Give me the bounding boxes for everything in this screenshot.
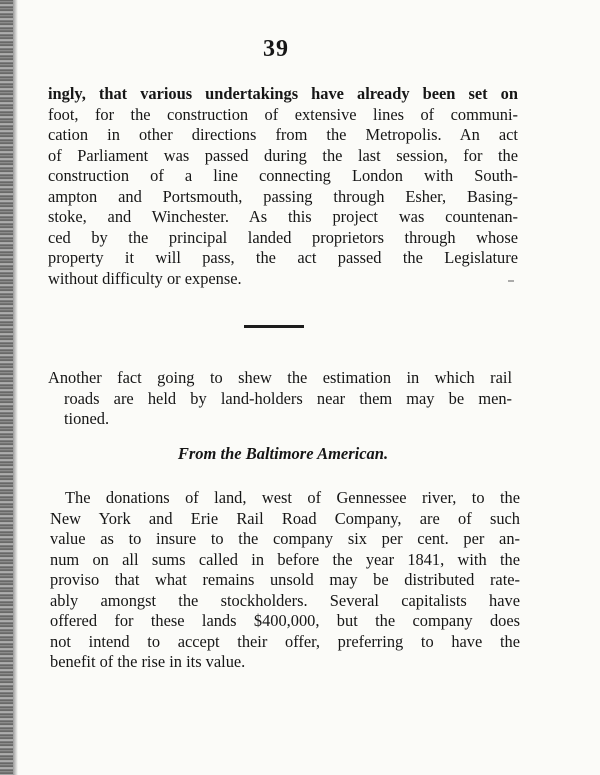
paragraph-1-line: construction of a line connecting London with South- (48, 166, 518, 185)
paragraph-1-line: foot, for the construction of extensive lines of communi- (48, 104, 518, 124)
paragraph-3-line: ably amongst the stockholders. Several capitalists have (50, 590, 520, 610)
paragraph-3-line: The donations of land, west of Gennessee river, to the (65, 488, 520, 507)
paragraph-3-line: proviso that what remains unsold may be distributed rate- (50, 570, 520, 589)
paragraph-3-line: offered for these lands $400,000, but the company does (50, 611, 520, 630)
paragraph-3 (50, 488, 520, 673)
paragraph-2-line: roads are held by land-holders near them may be men- (64, 388, 512, 408)
paragraph-1-line: property it will pass, the act passed the Legislature (48, 248, 518, 267)
paragraph-1-line: ced by the principal landed proprietors through whose (48, 227, 518, 247)
paragraph-2 (48, 368, 512, 430)
section-divider (244, 325, 304, 328)
paragraph-1-line: without difficulty or expense. (48, 268, 242, 288)
binding-shadow (13, 0, 18, 775)
paragraph-1-line: cation in other directions from the Metropolis. An act (48, 125, 518, 144)
paragraph-1 (48, 84, 518, 289)
paragraph-3-line: value as to insure to the company six per cent. per an- (50, 529, 520, 548)
paragraph-2-line: Another fact going to shew the estimation in which rail (48, 368, 512, 387)
paragraph-3-line: not intend to accept their offer, preferring to have the (50, 631, 520, 651)
paragraph-1-line: ampton and Portsmouth, passing through Esher, Basing- (48, 186, 518, 206)
paragraph-2-line: tioned. (64, 409, 110, 428)
paragraph-1-line: stoke, and Winchester. As this project was countenan- (48, 207, 518, 226)
paragraph-3-line: num on all sums called in before the year 1841, with the (50, 549, 520, 569)
paragraph-3-line: benefit of the rise in its value. (50, 652, 246, 671)
paragraph-3-line: New York and Erie Rail Road Company, are of such (50, 508, 520, 528)
page-number: 39 (263, 36, 289, 62)
paragraph-1-line: ingly, that various undertakings have already been set on (48, 84, 518, 103)
print-speck (508, 280, 514, 282)
source-heading: From the Baltimore American. (177, 444, 389, 463)
paragraph-1-line: of Parliament was passed during the last session, for the (48, 145, 518, 165)
page-binding-edge (0, 0, 13, 775)
